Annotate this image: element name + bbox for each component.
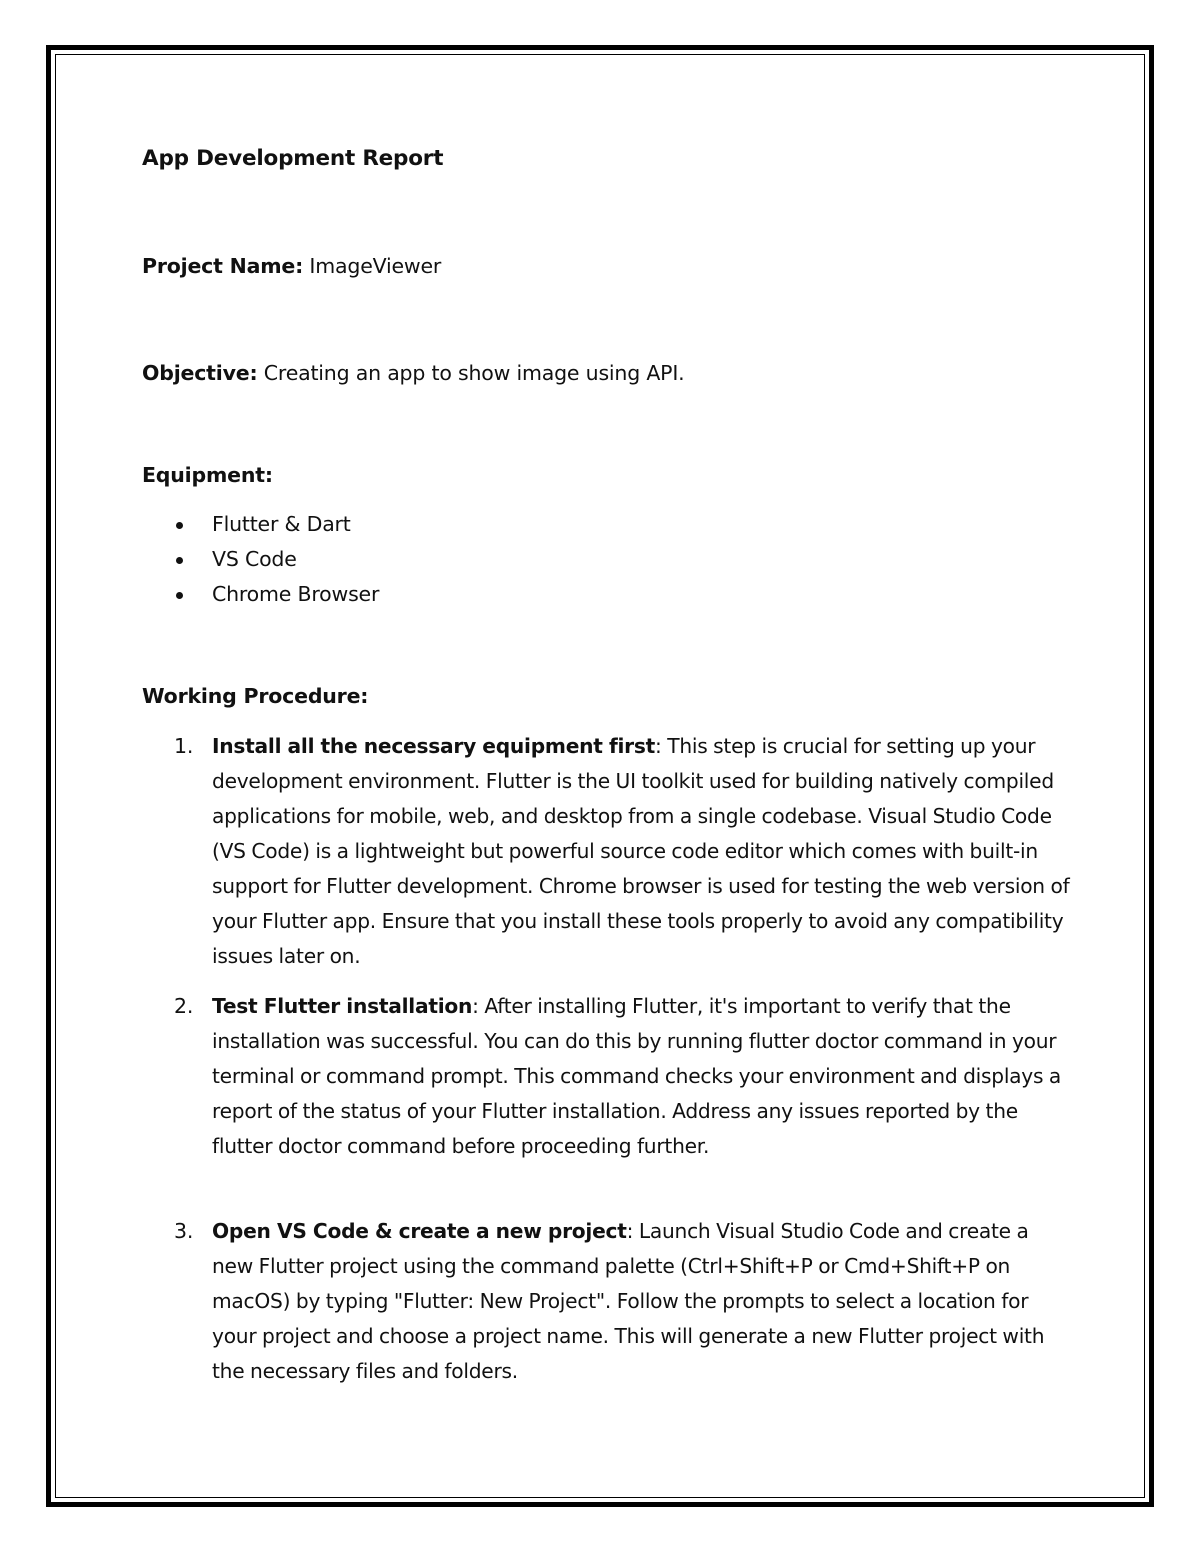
list-item	[142, 577, 742, 612]
step-number: 2.	[174, 994, 194, 1018]
step-text: : After installing Flutter, it's important to verify that the installation was successful. You can do this by running flutter doctor command in your terminal or command prompt. This command checks your environment and displays a report of the status of your Flutter installation. Address any issues reported by the flutter doctor command before proceeding further.	[212, 994, 1062, 1158]
step-text: : This step is crucial for setting up your development environment. Flutter is the UI toolkit used for building natively compiled applications for mobile, web, and desktop from a single codebase. Visual Studio Code (VS Code) is a lightweight but powerful source code editor which comes with built-in support for Flutter development. Chrome browser is used for testing the web version of your Flutter app. Ensure that you install these tools properly to avoid any compatibility issues later on.	[212, 734, 1070, 968]
objective-line	[142, 356, 685, 391]
step-heading: Open VS Code & create a new project	[212, 1219, 627, 1243]
list-item	[142, 507, 742, 542]
project-name-label: Project Name:	[142, 254, 304, 278]
procedure-heading: Working Procedure:	[142, 684, 369, 708]
bullet-icon	[176, 592, 183, 599]
equipment-heading: Equipment:	[142, 463, 273, 487]
step-paragraph	[212, 1214, 1072, 1389]
equipment-item: Flutter & Dart	[212, 512, 351, 536]
project-name-line	[142, 249, 441, 284]
equipment-item: Chrome Browser	[212, 582, 380, 606]
step-heading: Test Flutter installation	[212, 994, 473, 1018]
objective-label: Objective:	[142, 361, 258, 385]
step-text: : Launch Visual Studio Code and create a new Flutter project using the command palette (Ctrl+Shift+P or Cmd+Shift+P on macOS) by typing "Flutter: New Project". Follow the prompts to select a location for your project and choose a project name. This will generate a new Flutter project with the necessary files and folders.	[212, 1219, 1045, 1383]
report-title: App Development Report	[142, 146, 444, 171]
equipment-item: VS Code	[212, 547, 297, 571]
step-number: 1.	[174, 734, 194, 758]
step-heading: Install all the necessary equipment first	[212, 734, 656, 758]
project-name-value: ImageViewer	[303, 254, 442, 278]
list-item	[142, 542, 742, 577]
step-number: 3.	[174, 1219, 194, 1243]
bullet-icon	[176, 522, 183, 529]
bullet-icon	[176, 557, 183, 564]
step-paragraph	[212, 989, 1072, 1164]
step-paragraph	[212, 729, 1072, 974]
objective-value: Creating an app to show image using API.	[257, 361, 685, 385]
